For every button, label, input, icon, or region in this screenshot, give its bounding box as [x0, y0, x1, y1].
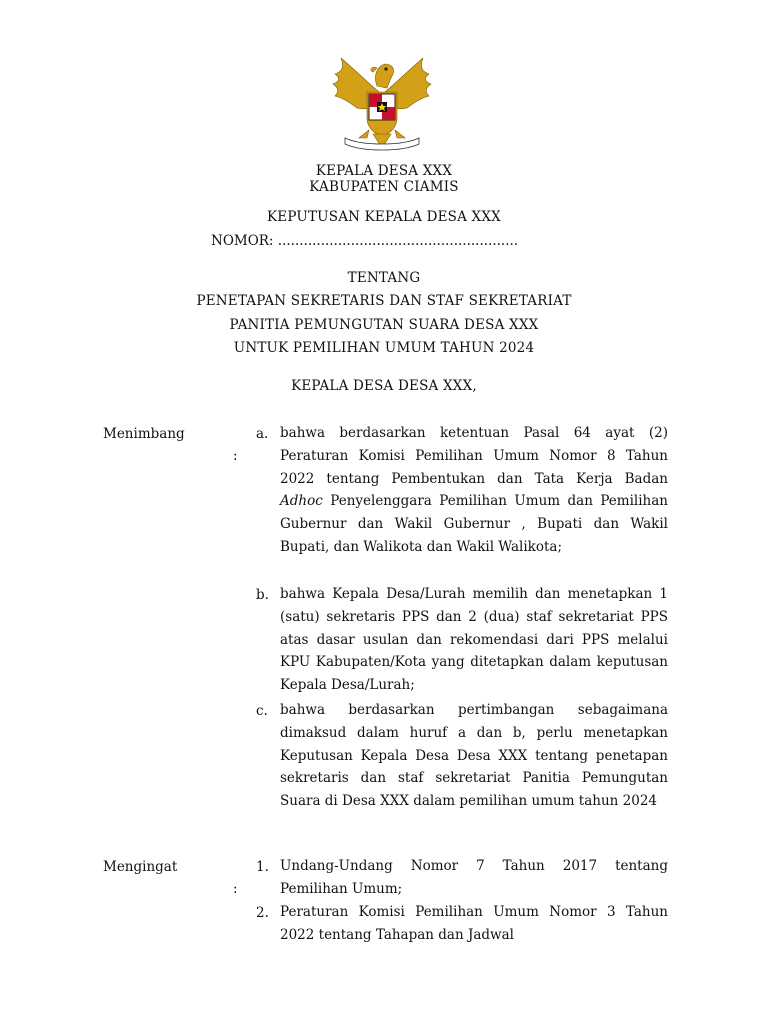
menimbang-marker-b: b. [256, 587, 269, 603]
menimbang-label: Menimbang [103, 426, 185, 442]
mengingat-marker-2: 2. [256, 905, 269, 921]
item-a-text-before: bahwa berdasarkan ketentuan Pasal 64 ayat (2) Peraturan Komisi Pemilihan Umum Nomor 8 Tahun 2022 tentang Pembentukan dan Tata Kerja Badan [280, 425, 668, 487]
garuda-emblem-icon [327, 52, 437, 152]
menimbang-colon: : [233, 448, 238, 464]
subject-line-2: PANITIA PEMUNGUTAN SUARA DESA XXX [229, 317, 539, 333]
about-heading: TENTANG [347, 270, 421, 286]
subject-line-1: PENETAPAN SEKRETARIS DAN STAF SEKRETARIAT [196, 293, 572, 309]
menimbang-item-a [280, 422, 668, 559]
issuer-line: KEPALA DESA DESA XXX, [291, 378, 477, 394]
mengingat-colon: : [233, 881, 238, 897]
menimbang-marker-c: c. [256, 703, 268, 719]
mengingat-marker-1: 1. [256, 859, 269, 875]
mengingat-label: Mengingat [103, 859, 178, 875]
item-a-text-after: Penyelenggara Pemilihan Umum dan Pemilihan Gubernur dan Wakil Gubernur , Bupati dan Wakil Bupati, dan Walikota dan Wakil Walikota; [280, 493, 668, 555]
mengingat-item-1: Undang-Undang Nomor 7 Tahun 2017 tentang Pemilihan Umum; [280, 858, 668, 897]
office-title: KEPALA DESA XXX [315, 163, 453, 179]
menimbang-item-b: bahwa Kepala Desa/Lurah memilih dan menetapkan 1 (satu) sekretaris PPS dan 2 (dua) staf sekretariat PPS atas dasar usulan dan rekomendasi dari PPS melalui KPU Kabupaten/Kota yang ditetapkan dalam keputusan Kepala Desa/Lurah; [280, 586, 668, 694]
regency-title: KABUPATEN CIAMIS [309, 179, 459, 195]
decree-title: KEPUTUSAN KEPALA DESA XXX [267, 209, 501, 225]
decree-number: NOMOR: ........................................................ [211, 233, 519, 249]
subject-line-3: UNTUK PEMILIHAN UMUM TAHUN 2024 [233, 340, 535, 356]
item-a-italic: Adhoc [280, 493, 323, 510]
mengingat-item-2: Peraturan Komisi Pemilihan Umum Nomor 3 Tahun 2022 tentang Tahapan dan Jadwal [280, 904, 668, 943]
menimbang-marker-a: a. [256, 426, 269, 442]
menimbang-item-c: bahwa berdasarkan pertimbangan sebagaimana dimaksud dalam huruf a dan b, perlu menetapkan Keputusan Kepala Desa Desa XXX tentang penetapan sekretaris dan staf sekretariat Panitia Pemungutan Suara di Desa XXX dalam pemilihan umum tahun 2024 [280, 702, 668, 810]
